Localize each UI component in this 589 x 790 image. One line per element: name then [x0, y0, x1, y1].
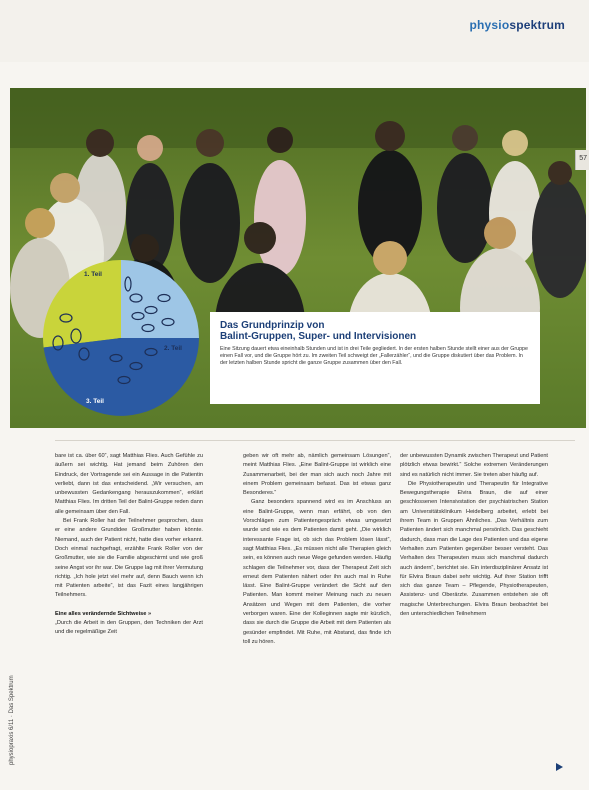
pie-svg — [36, 258, 206, 418]
info-box-title-line1: Das Grundprinzip von — [220, 320, 325, 331]
info-box-title — [220, 320, 530, 342]
article-column-2 — [243, 452, 391, 647]
article-column-3 — [400, 452, 548, 619]
page-number: 57 — [579, 155, 587, 162]
magazine-brand — [470, 18, 566, 32]
pie-label-part1: 1. Teil — [84, 271, 102, 278]
col2-paragraph-1: geben wir oft mehr ab, nämlich gemeinsam Lösungen“, meint Matthias Flies. „Eine Balint-Gruppe ist wirklich eine Zusammenarbeit, bei der man sich auch noch Jahre mit einem Problem gemeinsam befasst. Das ist etwas ganz Besonderes.“ — [243, 453, 391, 497]
brand-part1: physio — [469, 18, 510, 32]
pie-segment-part1 — [43, 260, 121, 348]
page-header — [0, 0, 589, 62]
col3-paragraph-2: Die Physiotherapeutin und Therapeutin für Integrative Bewegungstherapie Elvira Braun, die auf einer geschlossenen Intensivstation der psychiatrischen Station am Universitätsklinikum Heidelberg arbeitet, erlebt bei ihrem Team in Gruppen Ähnliches. „Das Verhältnis zum Patienten ändert sich manchmal persönlich. Das geschieht dadurch, dass man die Lage des Patienten und das eigene Verhalten zum Patienten gegenüber besser versteht. Das Verhalten des Therapeuten muss sich manchmal dadurch auch ändern“, berichtet sie. Ein interdisziplinärer Ansatz ist für Elvira Braun dabei sehr wichtig. Auf ihrer Station trifft sich das ganze Team – Pflegende, Physiotherapeuten, Assistenz- und Oberärzte. Zusammen entstehen sie oft magische Unterbrechungen. Elvira Braun beobachtet bei den unterschiedlichen Teilnehmern — [400, 480, 548, 618]
divider — [55, 440, 575, 441]
col3-paragraph-1: der unbewussten Dynamik zwischen Therapeut und Patient plötzlich etwas bewirkt.“ Solche extremen Veränderungen sind es natürlich nicht immer. Sie treten aber häufig auf. — [400, 453, 548, 478]
pie-segment-part2 — [121, 260, 199, 338]
pie-label-part2: 2. Teil — [164, 345, 182, 352]
article-column-1 — [55, 452, 203, 638]
continue-arrow-icon — [556, 763, 563, 771]
col2-paragraph-2: Ganz besonders spannend wird es im Anschluss an eine Balint-Gruppe, wenn man erfährt, ob von den Vorschlägen zum Patientengespräch etwas umgesetzt wurde und wie es dem Patienten damit geht. „Die wirklich interessante Frage ist, ob sich das Problem lösen lässt“, sagt Matthias Flies. „Es müssen nicht alle Therapien gleich sein, es können auch neue Wege gefunden werden. Häufig schlagen die Teilnehmer vor, dass der Therapeut Zeit sich erneut dem Patienten nähert oder ihn auch mal in Ruhe lässt. Eine Balint-Gruppe verändert die Sicht auf den Patienten. Man kommt meiner Meinung nach zu neuen Ansätzen und Wegen mit dem Patienten, die vorher verborgen waren. Eine der Kolleginnen sagte mir kürzlich, dass sie durch die Gruppe die Arbeit mit dem Patienten als gesünder empfindet. Mit Ruhe, mit Abstand, das finde ich toll zu hören. — [243, 499, 391, 645]
col1-paragraph-2: Bei Frank Roller hat der Teilnehmer gesprochen, dass er eine andere Grundidee Großmutter haben könnte. Niemand, auch der Patient nicht, hatte dies vorher erkannt. Doch einmal nachgefragt, erzählte Frank Roller von der Großmutter, wie sie die Familie abgeschirmt und wie groß seine Angst vor ihr war. Die Gruppe lag mit ihrer Vermutung richtig. „Ich hole jetzt viel mehr auf, denn Bauch wenn ich mit Patienten arbeite“, ist das Fazit eines langjährigen Teilnehmers. — [55, 518, 203, 599]
col1-paragraph-1: bare ist ca. über 60“, sagt Matthias Flies. Auch Gefühle zu äußern sei wichtig. Hat jemand beim Zuhören den Eindruck, der Vortragende sei ein Aussage in die Patientin verliebt, dann ist das entscheidend. „Wir versuchen, am unbewussten Gedankengang herauszukommen“, erklärt Matthias Flies. Im dritten Teil der Balint-Gruppe reden dann alle gemeinsam über den Fall. — [55, 453, 203, 515]
info-box — [210, 312, 540, 404]
session-pie-chart — [36, 258, 206, 418]
info-box-body: Eine Sitzung dauert etwa eineinhalb Stunden und ist in drei Teile gegliedert. In der ersten halben Stunde stellt einer aus der Gruppe einen Fall vor, und die Gruppe hört zu. Im zweiten Teil schweigt der „Fallerzähler“, und die Gruppe diskutiert über das Problem. In der letzten halben Stunde spricht die ganze Gruppe zusammen über den Fall. — [220, 346, 528, 367]
brand-part2: spektrum — [509, 18, 565, 32]
vertical-credit — [6, 585, 20, 765]
info-box-title-line2: Balint-Gruppen, Super- und Intervisionen — [220, 331, 417, 342]
vertical-credit-text: physiopraxis 6/11 · Das Spektrum — [9, 675, 15, 765]
col1-subhead: Eine alles verändernde Sichtweise » — [55, 610, 152, 617]
article-columns — [55, 452, 575, 782]
col1-paragraph-3: „Durch die Arbeit in den Gruppen, den Techniken der Arzt und die regelmäßige Zeit — [55, 620, 203, 636]
pie-label-part3: 3. Teil — [86, 398, 104, 405]
